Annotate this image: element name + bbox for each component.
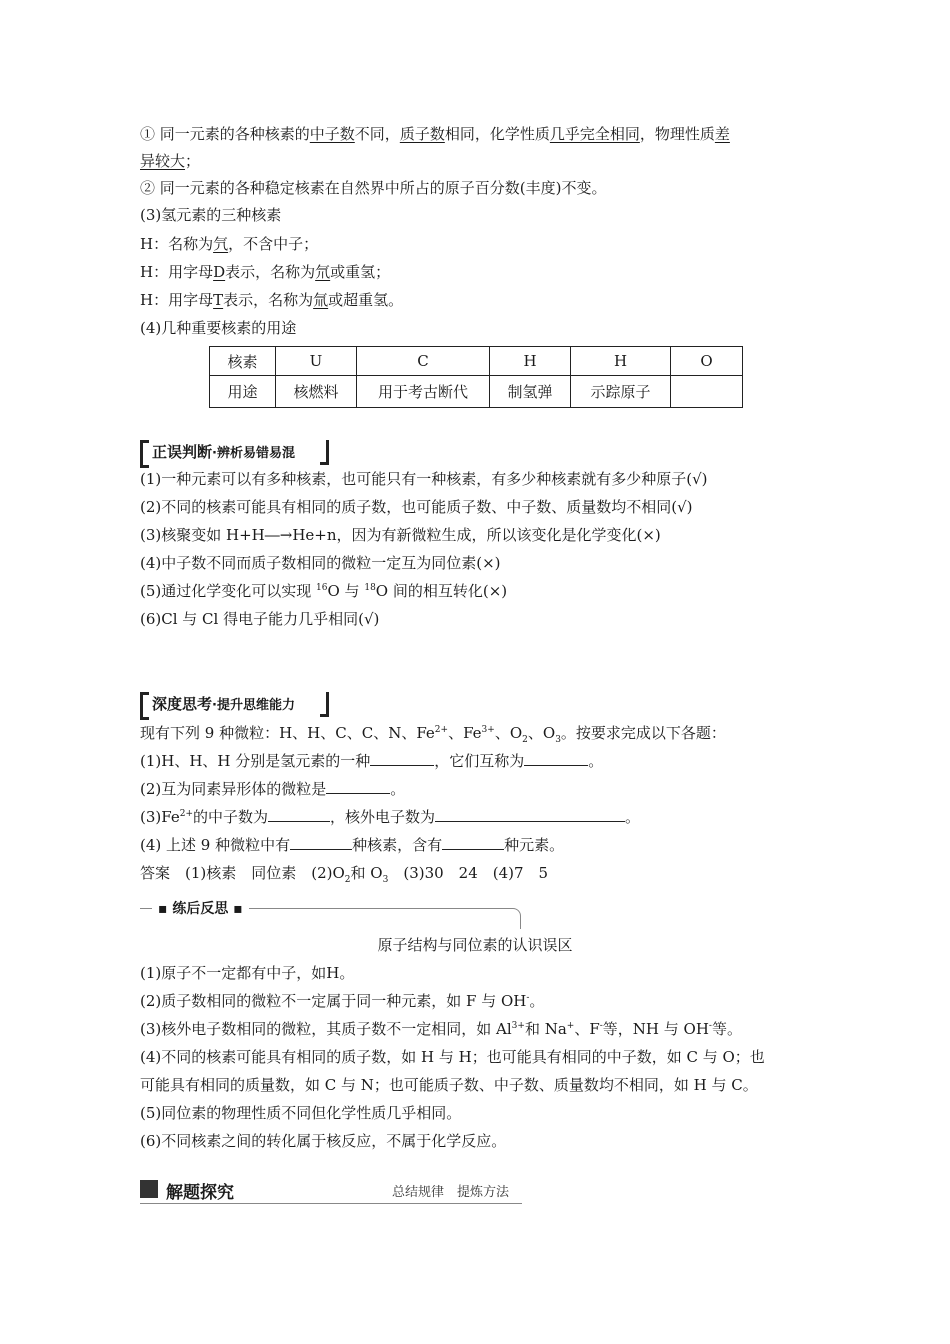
- answer-blank: [370, 751, 434, 766]
- square-icon: [140, 1180, 158, 1198]
- answer-blank: [290, 835, 352, 850]
- deep-subtitle: ·提升思维能力: [212, 698, 295, 713]
- judge-item: (5)通过化学变化可以实现 $^{16}$O 与 $^{18}$O 间的相互转化(×): [140, 582, 508, 600]
- deep-q4: (4) 上述 9 种微粒中有 种核素，含有 种元素。: [140, 836, 565, 854]
- deep-title: 深度思考: [152, 695, 213, 713]
- table-cell: U: [276, 347, 357, 376]
- bullet-icon: ▪: [158, 901, 168, 917]
- table-cell: 制氢弹: [490, 376, 571, 408]
- table-row: [210, 347, 743, 376]
- reflect-label: ▪ 练后反思 ▪: [152, 898, 249, 918]
- deep-q0: 现有下列 9 种微粒：H、H、C、C、N、$Fe^{2+}$、$Fe^{3+}$、$O_2$、$O_3$。按要求完成以下各题：: [140, 724, 726, 745]
- hydrogen-3: H：用字母T表示，名称为氚或超重氢。: [140, 291, 404, 309]
- table-cell: [671, 376, 743, 408]
- answer-chem: 几乎完全相同: [549, 125, 640, 143]
- deep-header: [140, 692, 340, 716]
- reflect-item: (6)不同核素之间的转化属于核反应，不属于化学反应。: [140, 1132, 507, 1150]
- reflect-title: 原子结构与同位素的认识误区: [377, 936, 573, 954]
- bullet-icon: ▪: [233, 901, 243, 917]
- judge-item: (3)核聚变如 H+H―→He+n，因为有新微粒生成，所以该变化是化学变化(×): [140, 526, 661, 544]
- judge-item: (2)不同的核素可能具有相同的质子数，也可能质子数、中子数、质量数均不相同(√): [140, 498, 693, 516]
- intro-line-1: ① 同一元素的各种核素的中子数不同，质子数相同，化学性质几乎完全相同，物理性质差: [140, 125, 730, 143]
- answer-phys-b: 异较大: [140, 152, 186, 170]
- answer-blank: [524, 751, 588, 766]
- deep-answer: 答案 (1)核素 同位素 $(2)O_2$和 $O_3$ (3)30 24 (4)7 5: [140, 864, 549, 885]
- hydrogen-2: H：用字母D表示，名称为氘或重氢；: [140, 263, 391, 281]
- table-row: [210, 376, 743, 408]
- hydrogen-1: H：名称为氕，不含中子；: [140, 235, 319, 253]
- reflect-item: (3)核外电子数相同的微粒，其质子数不一定相同，如 $Al^{3+}$和 Na+、F-等，NH 与 OH-等。: [140, 1020, 742, 1038]
- answer-phys-a: 差: [714, 125, 730, 143]
- explore-header: [140, 1178, 522, 1204]
- reflect-item: (2)质子数相同的微粒不一定属于同一种元素，如 F 与 OH-。: [140, 992, 545, 1010]
- answer-proton: 质子数: [399, 125, 445, 143]
- table-cell: H: [571, 347, 671, 376]
- answer-neutron: 中子数: [309, 125, 355, 143]
- table-cell: 用途: [210, 376, 276, 408]
- bracket-left-icon: [140, 440, 149, 468]
- judge-item: (6)Cl 与 Cl 得电子能力几乎相同(√): [140, 610, 380, 628]
- intro-line-4: (3)氢元素的三种核素: [140, 206, 282, 224]
- table-cell: 示踪原子: [571, 376, 671, 408]
- judge-item: (4)中子数不同而质子数相同的微粒一定互为同位素(×): [140, 554, 501, 572]
- table-cell: 核燃料: [276, 376, 357, 408]
- reflect-item: (5)同位素的物理性质不同但化学性质几乎相同。: [140, 1104, 462, 1122]
- table-cell: C: [357, 347, 490, 376]
- bracket-right-icon: [320, 692, 329, 717]
- reflect-item: (4)不同的核素可能具有相同的质子数，如 H 与 H；也可能具有相同的中子数，如 C 与 O；也: [140, 1048, 765, 1066]
- answer-blank: [326, 779, 390, 794]
- table-cell: 用于考古断代: [357, 376, 490, 408]
- divider: [140, 1203, 522, 1204]
- deep-q3: $(3)Fe^{2+}$的中子数为 ，核外电子数为 。: [140, 808, 641, 826]
- judge-item: (1)一种元素可以有多种核素，也可能只有一种核素，有多少种核素就有多少种原子(√): [140, 470, 708, 488]
- reflect-item: 可能具有相同的质量数，如 C 与 N；也可能质子数、中子数、质量数均不相同，如 H 与 C。: [140, 1076, 758, 1094]
- answer-blank: [442, 835, 504, 850]
- explore-title: 解题探究: [166, 1183, 234, 1203]
- intro-line-3: ② 同一元素的各种稳定核素在自然界中所占的原子百分数(丰度)不变。: [140, 179, 607, 197]
- explore-subtitle: 总结规律 提炼方法: [392, 1185, 510, 1200]
- bracket-right-icon: [320, 440, 329, 465]
- intro-line-8: (4)几种重要核素的用途: [140, 319, 297, 337]
- bracket-left-icon: [140, 692, 149, 720]
- judge-header: [140, 440, 340, 464]
- table-cell: 核素: [210, 347, 276, 376]
- table-cell: O: [671, 347, 743, 376]
- answer-blank: [268, 807, 330, 822]
- deep-q2: (2)互为同素异形体的微粒是 。: [140, 780, 406, 798]
- reflect-item: (1)原子不一定都有中子，如H。: [140, 964, 355, 982]
- table-cell: H: [490, 347, 571, 376]
- nuclide-table: [209, 346, 743, 408]
- intro-line-2: 异较大；: [140, 152, 201, 170]
- deep-q1: (1)H、H、H 分别是氢元素的一种 ，它们互称为 。: [140, 752, 604, 770]
- judge-subtitle: ·辨析易错易混: [212, 446, 295, 461]
- judge-title: 正误判断: [152, 443, 213, 461]
- answer-blank: [435, 807, 625, 822]
